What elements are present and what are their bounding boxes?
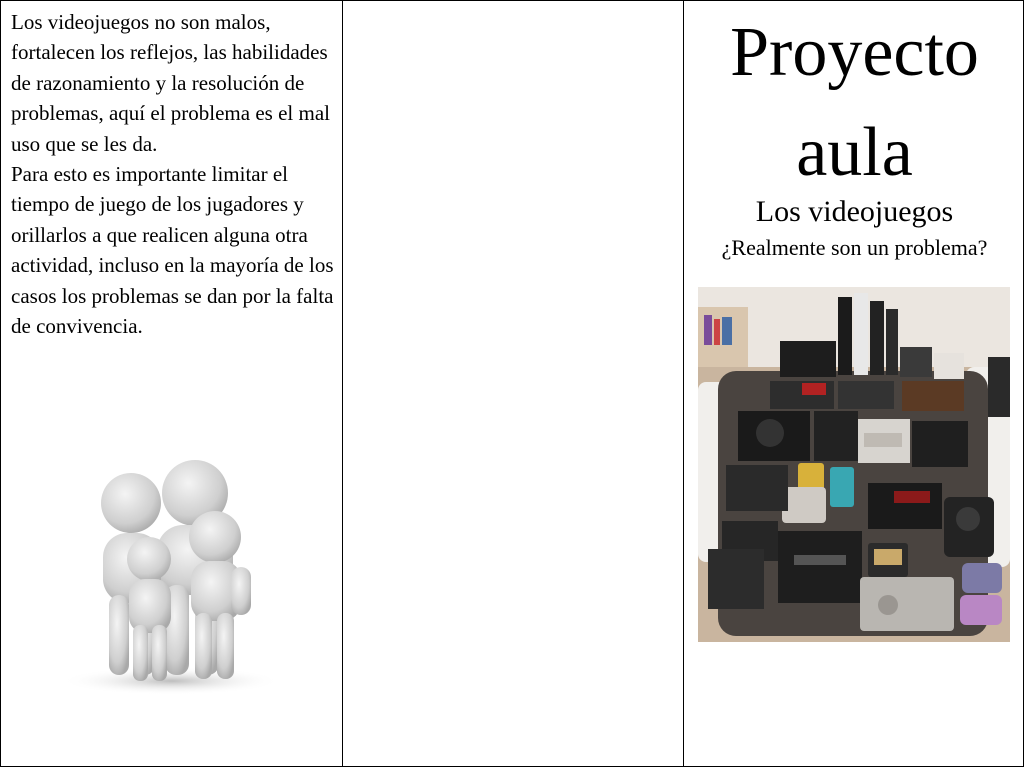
title-line-2: aula: [796, 114, 913, 191]
body-text: [11, 7, 336, 341]
game-consoles-photo: [698, 287, 1010, 642]
paragraph-1: Los videojuegos no son malos, fortalecen los reflejos, las habilidades de razonamiento y la resolución de problemas, aquí el problema es el mal uso que se les da.: [11, 10, 330, 156]
middle-panel: [342, 0, 684, 767]
subtitle: Los videojuegos: [755, 195, 954, 228]
left-panel: [0, 0, 343, 767]
question: ¿Realmente son un problema?: [721, 235, 988, 260]
paragraph-2: Para esto es importante limitar el tiempo de juego de los jugadores y orillarlos a que realicen alguna otra actividad, incluso en la mayoría de los casos los problemas se dan por la falta de convivencia.: [11, 162, 334, 339]
family-figures-image: [45, 455, 297, 700]
title-line-1: Proyecto: [730, 14, 979, 91]
